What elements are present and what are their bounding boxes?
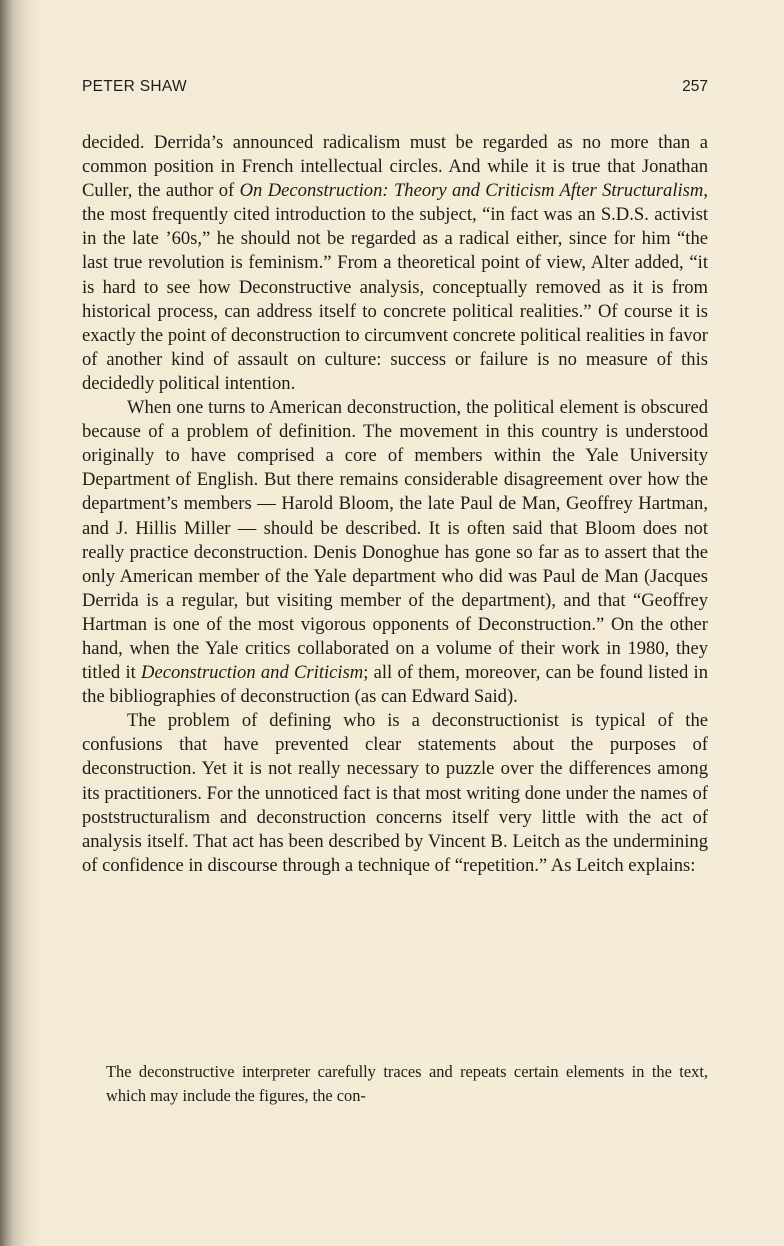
running-head: [82, 78, 708, 100]
page-number: 257: [682, 78, 708, 95]
running-head-author: PETER SHAW: [82, 78, 187, 95]
italic-title: On Deconstruction: Theory and Criticism After Structuralism: [239, 180, 704, 202]
text-run: The problem of defining who is a deconstructionist is typical of the confusions that have prevented clear statements about the purposes of deconstruction. Yet it is not really necessary to puzzle over the differences among its practitioners. For the unnoticed fact is that most writing done under the names of poststructuralism and deconstruction concerns itself very little with the act of analysis itself. That act has been described by Vincent B. Leitch as the undermining of confidence in discourse through a technique of “repetition.” As Leitch explains:: [82, 710, 708, 876]
paragraph: [82, 131, 708, 396]
paragraph: [82, 709, 708, 878]
text-run: , the most frequently cited introduction to the subject, “in fact was an S.D.S. activist in the late ’60s,” he should not be regarded as a radical either, since for him “the last true revolution is feminism.” From a theoretical point of view, Alter added, “it is hard to see how Deconstructive analysis, conceptually removed as it is from historical process, can address itself to concrete political realities.” Of course it is exactly the point of deconstruction to circumvent concrete political realities in favor of another kind of assault on culture: success or failure is no measure of this decidedly political intention.: [82, 180, 708, 394]
text-run: decided. Derrida’s announced radicalism must be regarded as no more than a common position in French intellectual circles. And while it is true that Jonathan Culler, the author of: [82, 132, 708, 202]
block-quote-text: The deconstructive interpreter carefully traces and repeats certain elements in the text, which may include the figures, the con-: [106, 1062, 708, 1105]
block-quote: [106, 1060, 708, 1107]
italic-title: Deconstruction and Criticism: [141, 662, 364, 684]
paragraph: [82, 396, 708, 709]
text-run: When one turns to American deconstruction, the political element is obscured because of a problem of definition. The movement in this country is understood originally to have comprised a core of members within the Yale University Department of English. But there remains considerable disagreement over how the department’s members — Harold Bloom, the late Paul de Man, Geoffrey Hartman, and J. Hillis Miller — should be described. It is often said that Bloom does not really practice deconstruction. Denis Donoghue has gone so far as to assert that the only American member of the Yale department who did was Paul de Man (Jacques Derrida is a regular, but visiting member of the department), and that “Geoffrey Hartman is one of the most vigorous opponents of Deconstruction.” On the other hand, when the Yale critics collaborated on a volume of their work in 1980, they titled it: [82, 397, 708, 684]
text-run: ; all of them, moreover, can be found listed in the bibliographies of deconstruction (as can Edward Said).: [82, 662, 709, 708]
body-text: [82, 131, 708, 878]
